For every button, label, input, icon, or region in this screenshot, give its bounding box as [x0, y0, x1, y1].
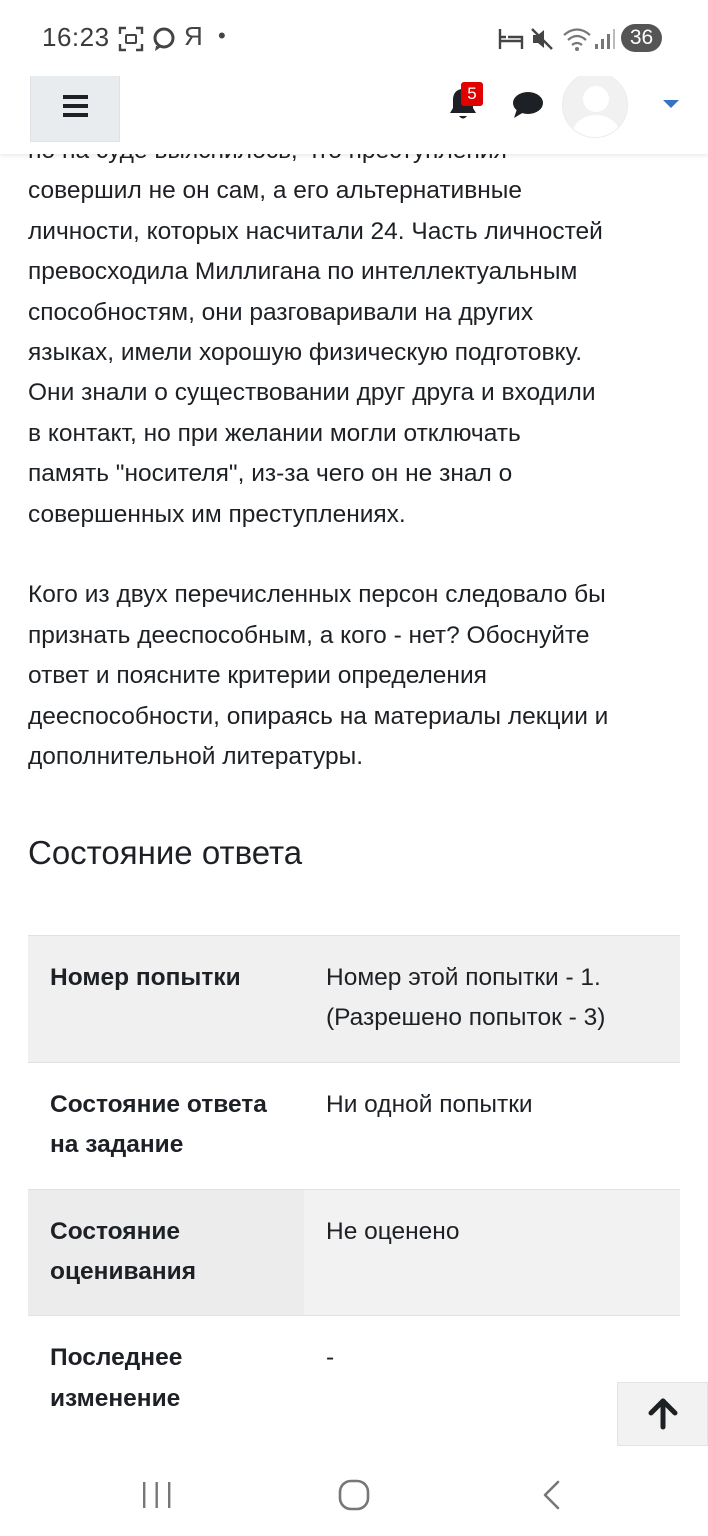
row-label: Состояние оценивания: [28, 1189, 304, 1316]
avatar[interactable]: [562, 72, 628, 138]
submission-status-heading: Состояние ответа: [28, 834, 303, 871]
signal-icon: [594, 28, 616, 50]
row-value: Ни одной попытки: [304, 1062, 680, 1189]
wifi-icon: [562, 26, 592, 52]
status-dot: •: [218, 23, 226, 48]
text-line: личности, которых насчитали 24. Часть личностей: [28, 217, 603, 245]
question-paragraph-1: [28, 131, 688, 535]
text-line: совершил не он сам, а его альтернативные: [28, 177, 523, 205]
sleep-icon: [498, 27, 524, 51]
arrow-up-icon: [618, 1383, 708, 1447]
notification-count-badge: 5: [461, 82, 483, 106]
row-value: Номер этой попытки - 1. (Разрешено попыток - 3): [304, 936, 680, 1063]
text-line: признать дееспособным, а кого - нет? Обоснуйте: [28, 621, 590, 649]
home-icon[interactable]: [337, 1478, 371, 1512]
text-line: дополнительной литературы.: [28, 743, 364, 771]
submission-status-table: [28, 935, 680, 1442]
text-line: дееспособности, опираясь на материалы лекции и: [28, 702, 609, 730]
table-row: [28, 1316, 680, 1442]
back-icon[interactable]: [538, 1479, 568, 1511]
text-line: память "носителя", из-за чего он не знал о: [28, 460, 513, 488]
menu-toggle-button[interactable]: [30, 72, 120, 142]
text-line: Они знали о существовании друг друга и входили: [28, 379, 596, 407]
battery-level: 36: [621, 24, 662, 52]
table-row: [28, 936, 680, 1063]
back-to-top-button[interactable]: [617, 1382, 708, 1446]
row-label: Последнее изменение: [28, 1316, 304, 1442]
status-time: 16:23: [42, 22, 110, 52]
caret-down-icon[interactable]: [663, 100, 679, 108]
row-label: Номер попытки: [28, 936, 304, 1063]
table-row: [28, 1062, 680, 1189]
system-nav-bar: [0, 1448, 708, 1536]
text-line: в контакт, но при желании могли отключать: [28, 419, 521, 447]
text-line: языках, имели хорошую физическую подготовку.: [28, 339, 583, 367]
user-silhouette-icon: [563, 73, 628, 138]
text-line: совершенных им преступлениях.: [28, 500, 406, 528]
text-line: Кого из двух перечисленных персон следовало бы: [28, 581, 606, 609]
ya-label: Я: [184, 21, 203, 51]
status-bar: [0, 0, 708, 76]
text-line: способностям, они разговаривали на других: [28, 298, 534, 326]
recent-apps-icon[interactable]: [140, 1480, 174, 1510]
question-text: [28, 131, 688, 777]
hamburger-icon: [63, 95, 88, 99]
question-paragraph-2: [28, 575, 688, 777]
row-value: Не оценено: [304, 1189, 680, 1316]
row-label: Состояние ответа на задание: [28, 1062, 304, 1189]
table-row: [28, 1189, 680, 1316]
mute-icon: [530, 27, 554, 51]
text-line: превосходила Миллигана по интеллектуальным: [28, 258, 578, 286]
chat-bubble-icon: [152, 26, 176, 52]
chat-icon[interactable]: [511, 90, 545, 120]
text-line: ответ и поясните критерии определения: [28, 662, 487, 690]
row-value: -: [304, 1316, 680, 1442]
screenshot-icon: [118, 26, 144, 52]
